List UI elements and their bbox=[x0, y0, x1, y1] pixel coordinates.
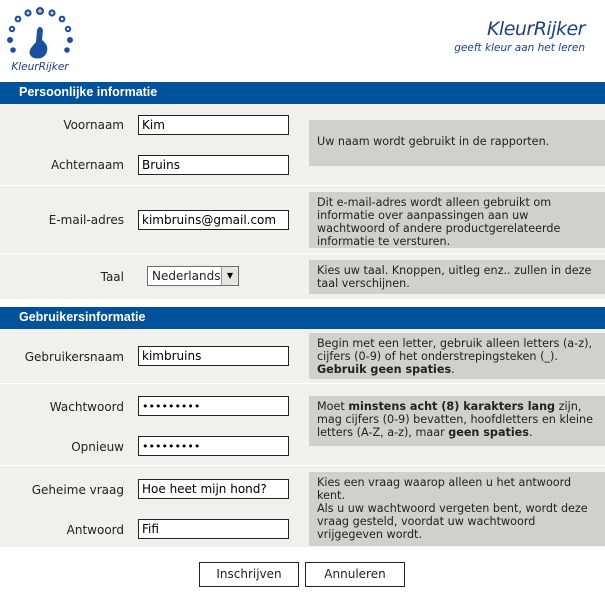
email-input[interactable] bbox=[138, 210, 289, 230]
username-input[interactable] bbox=[138, 346, 289, 366]
brand bbox=[454, 18, 585, 54]
password-help bbox=[309, 396, 605, 446]
username-help-bold: Gebruik geen spaties bbox=[317, 363, 452, 376]
password-repeat-label: Opnieuw bbox=[71, 440, 124, 454]
secret-question-label: Geheime vraag bbox=[31, 483, 124, 497]
lastname-label: Achternaam bbox=[50, 158, 124, 172]
password-help-bold-2: geen spaties bbox=[448, 426, 529, 439]
language-row bbox=[0, 254, 605, 300]
password-help-end: . bbox=[528, 426, 533, 439]
logo-text: KleurRijker bbox=[11, 61, 69, 73]
password-row bbox=[0, 384, 605, 466]
language-help: Kies uw taal. Knoppen, uitleg enz.. zullen in deze taal verschijnen. bbox=[309, 260, 605, 294]
password-help-text: Moet bbox=[317, 400, 345, 413]
answer-input[interactable] bbox=[138, 519, 289, 539]
cancel-button[interactable]: Annuleren bbox=[305, 562, 405, 587]
firstname-label: Voornaam bbox=[63, 118, 124, 132]
username-help-text: Begin met een letter, gebruik alleen letters (a-z), cijfers (0-9) of het onderstrepingsteken (_). bbox=[317, 337, 592, 363]
section-user-info bbox=[0, 307, 605, 329]
password-input[interactable] bbox=[138, 396, 289, 416]
secret-help-text-2: Als u uw wachtwoord vergeten bent, wordt deze vraag gesteld, voordat uw wachtwoord vrijgegeven wordt. bbox=[317, 502, 588, 541]
language-select[interactable] bbox=[147, 266, 239, 286]
username-help-end: . bbox=[451, 363, 455, 376]
username-label: Gebruikersnaam bbox=[24, 350, 124, 364]
language-select-value: Nederlands bbox=[152, 269, 221, 283]
lastname-input[interactable] bbox=[138, 155, 289, 175]
chevron-down-icon[interactable]: ▼ bbox=[221, 267, 238, 285]
email-row bbox=[0, 186, 605, 254]
email-help: Dit e-mail-adres wordt alleen gebruikt om informatie over aanpassingen aan uw wachtwoord of andere productgerelateerde informatie te versturen. bbox=[309, 192, 605, 248]
secret-help bbox=[309, 472, 605, 546]
language-label: Taal bbox=[100, 270, 124, 284]
username-row bbox=[0, 329, 605, 384]
section-personal-info bbox=[0, 82, 605, 104]
secret-row bbox=[0, 466, 605, 548]
secret-help-text-1: Kies een vraag waarop alleen u het antwoord kent. bbox=[317, 476, 572, 502]
header bbox=[0, 0, 605, 82]
password-label: Wachtwoord bbox=[49, 400, 124, 414]
name-row bbox=[0, 104, 605, 186]
password-help-bold-1: minstens acht (8) karakters lang bbox=[348, 400, 556, 413]
password-repeat-input[interactable] bbox=[138, 436, 289, 456]
register-button[interactable]: Inschrijven bbox=[199, 562, 299, 587]
secret-question-input[interactable] bbox=[138, 479, 289, 499]
name-help: Uw naam wordt gebruikt in de rapporten. bbox=[309, 120, 605, 166]
password-help-text-2: zijn, mag cijfers (0-9) bevatten, hoofdletters en kleine letters (A-Z, a-z), maar bbox=[317, 400, 593, 439]
section-title: Persoonlijke informatie bbox=[19, 85, 158, 99]
answer-label: Antwoord bbox=[66, 523, 124, 537]
brand-tagline: geeft kleur aan het leren bbox=[454, 42, 585, 54]
email-label: E-mail-adres bbox=[48, 213, 124, 227]
section-title: Gebruikersinformatie bbox=[19, 310, 146, 324]
brand-name: KleurRijker bbox=[486, 18, 585, 40]
username-help bbox=[309, 333, 605, 379]
firstname-input[interactable] bbox=[138, 115, 289, 135]
